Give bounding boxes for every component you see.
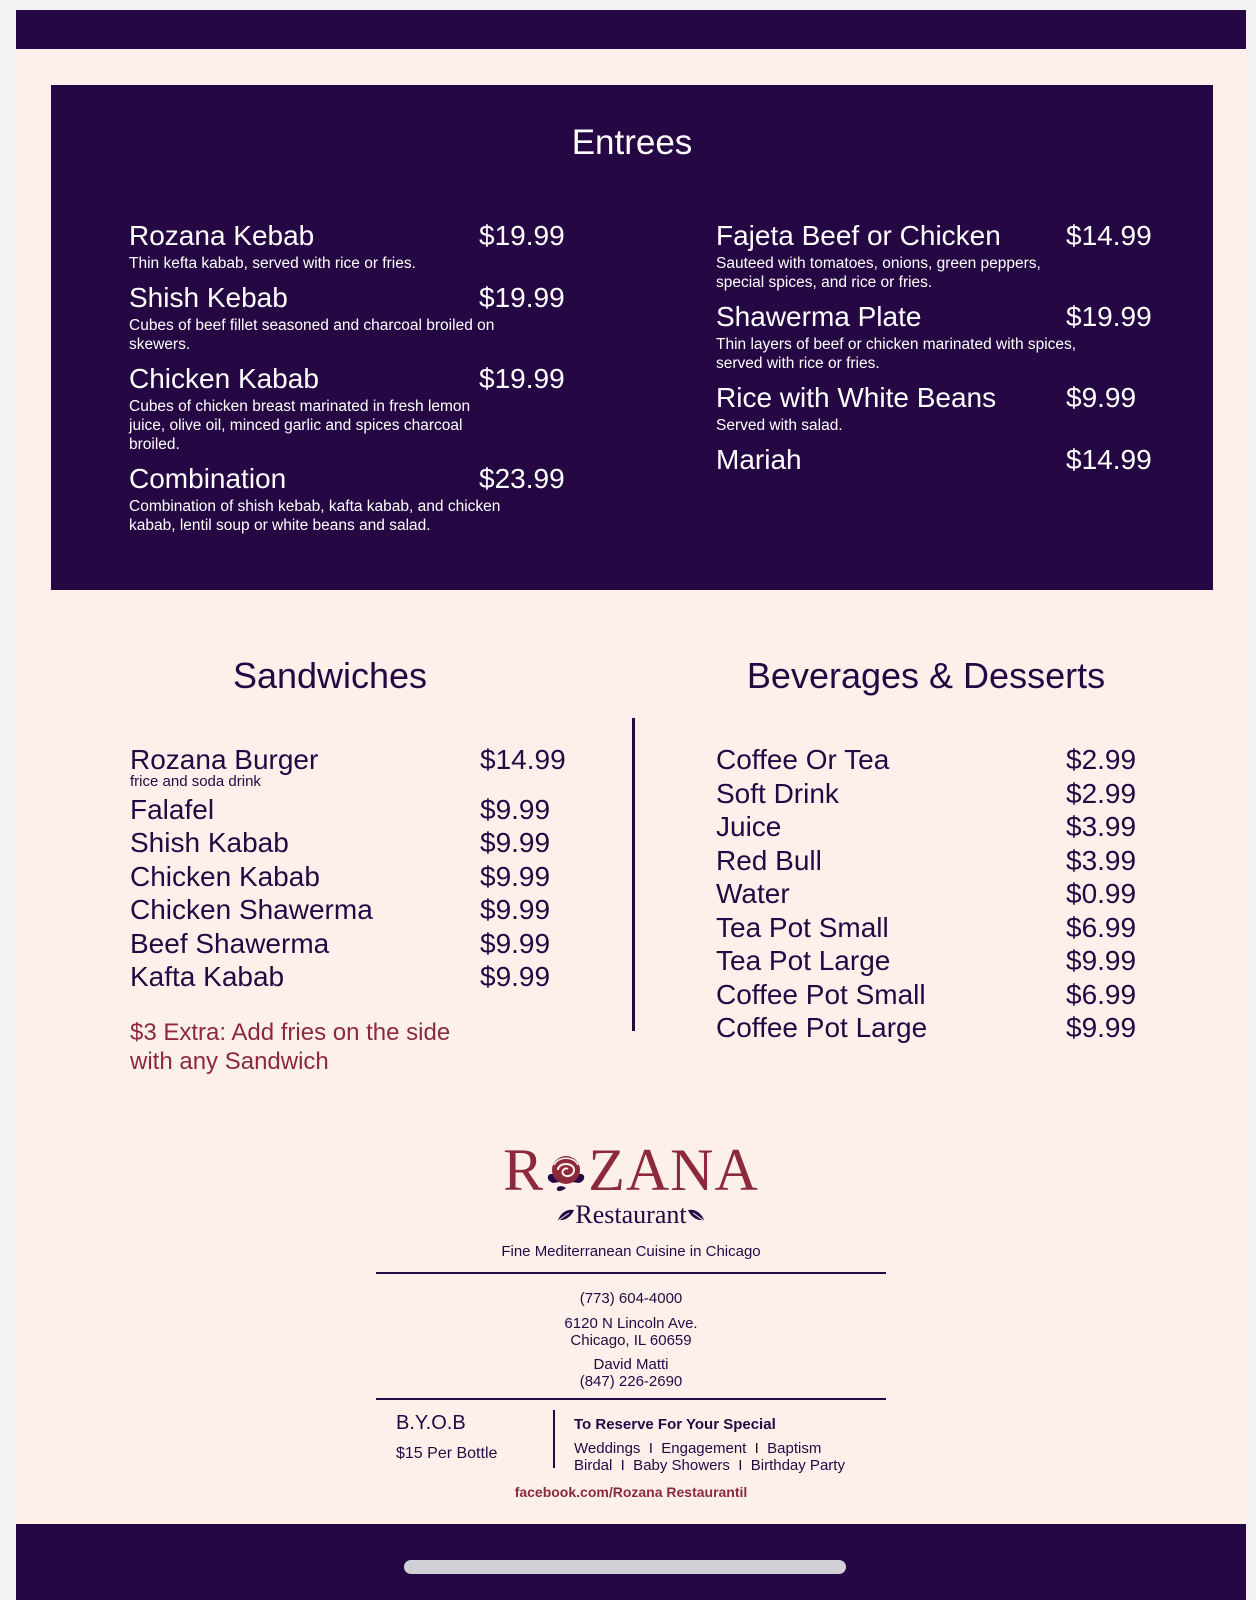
item-price: $9.99 (1066, 1012, 1137, 1043)
list-item (130, 894, 580, 928)
footer-vertical-divider (553, 1410, 555, 1468)
item-price: $9.99 (480, 827, 551, 858)
entree-desc: Combination of shish kebab, kafta kabab, and chicken kabab, lentil soup or white beans and salad. (129, 498, 501, 534)
menu-page (16, 10, 1246, 1600)
entree-price: $19.99 (1066, 301, 1152, 332)
item-name: Water (716, 878, 790, 909)
leaf-icon (687, 1208, 705, 1222)
footer-divider-top (376, 1272, 886, 1274)
list-item (716, 811, 1166, 845)
top-bar (16, 10, 1246, 49)
item-price: $2.99 (1066, 777, 1137, 809)
entree-name: Combination (129, 463, 287, 494)
entree-item (716, 382, 1137, 435)
restaurant-word: Restaurant (575, 1200, 687, 1229)
item-name: Juice (716, 811, 782, 842)
reserve-events-2: Birdal I Baby Showers I Birthday Party (574, 1457, 845, 1474)
entree-name: Mariah (716, 444, 802, 475)
entree-name: Chicken Kabab (129, 363, 319, 394)
item-name: Soft Drink (716, 777, 839, 809)
byob-title: B.Y.O.B (396, 1412, 466, 1434)
logo-text-end: ZANA (588, 1137, 759, 1203)
leaf-icon (557, 1208, 575, 1222)
entree-price: $19.99 (479, 220, 565, 251)
tagline: Fine Mediterranean Cuisine in Chicago (501, 1243, 761, 1260)
entree-name: Shawerma Plate (716, 301, 922, 332)
footer-divider-bottom (376, 1398, 886, 1400)
entree-price: $14.99 (1066, 220, 1152, 251)
entree-name: Rice with White Beans (716, 382, 997, 413)
list-item (716, 912, 1166, 946)
byob-price: $15 Per Bottle (396, 1445, 498, 1462)
entree-item (129, 363, 565, 454)
list-item (716, 778, 1166, 812)
item-name: Tea Pot Large (716, 945, 891, 976)
entree-item (129, 282, 565, 354)
entree-desc: Sauteed with tomatoes, onions, green peppers, special spices, and rice or fries. (716, 255, 1041, 291)
beverages-title: Beverages & Desserts (746, 655, 1106, 696)
item-name: Shish Kabab (130, 827, 289, 858)
column-divider (632, 718, 635, 1031)
entree-price: $19.99 (479, 282, 565, 313)
item-name: Kafta Kabab (130, 961, 285, 992)
entree-item (129, 463, 565, 535)
entree-price: $23.99 (479, 463, 565, 494)
entrees-section (51, 85, 1213, 590)
restaurant-phone: (773) 604-4000 (579, 1290, 683, 1307)
item-name: Chicken Shawerma (130, 894, 373, 925)
list-item (130, 794, 580, 828)
item-name: Beef Shawerma (130, 927, 330, 959)
list-item (130, 744, 580, 778)
entree-price: $9.99 (1066, 382, 1137, 413)
entree-name: Shish Kebab (129, 282, 288, 313)
entree-name: Rozana Kebab (129, 220, 315, 251)
item-price: $9.99 (480, 927, 551, 959)
list-item (130, 861, 580, 895)
item-price: $3.99 (1066, 844, 1137, 876)
item-name: Falafel (130, 793, 215, 825)
item-name: Coffee Pot Small (716, 978, 926, 1010)
restaurant-subtitle (376, 1201, 886, 1229)
home-indicator[interactable] (404, 1560, 846, 1574)
entree-item (716, 220, 1152, 292)
list-item (716, 878, 1166, 912)
item-name: Red Bull (716, 844, 822, 876)
item-name: Tea Pot Small (716, 911, 889, 943)
logo-text-start: R (503, 1137, 545, 1203)
list-item (716, 845, 1166, 879)
entree-item (716, 444, 1152, 476)
contact-phone: (847) 226-2690 (579, 1373, 683, 1390)
address-line-1: 6120 N Lincoln Ave. (564, 1315, 698, 1332)
byob-block (396, 1412, 497, 1463)
item-desc: frice and soda drink (130, 772, 261, 790)
restaurant-logo (376, 1137, 886, 1203)
entree-desc: Cubes of chicken breast marinated in fresh lemon juice, olive oil, minced garlic and spices charcoal broiled. (129, 398, 471, 453)
sandwich-extra-note: $3 Extra: Add fries on the side with any Sandwich (130, 1019, 451, 1075)
item-price: $14.99 (480, 744, 566, 775)
list-item (716, 945, 1166, 979)
item-price: $9.99 (480, 894, 551, 925)
entree-desc: Thin kefta kabab, served with rice or fries. (129, 255, 416, 272)
list-item (716, 979, 1166, 1013)
list-item (716, 1012, 1166, 1046)
list-item (130, 827, 580, 861)
rose-icon (544, 1150, 588, 1194)
entrees-title: Entrees (571, 123, 693, 162)
entree-item (129, 220, 569, 273)
reserve-events-1: Weddings I Engagement I Baptism (574, 1440, 822, 1457)
item-name: Coffee Or Tea (716, 744, 890, 775)
item-price: $9.99 (1066, 945, 1137, 976)
item-name: Rozana Burger (130, 744, 319, 775)
item-price: $2.99 (1066, 744, 1137, 775)
item-name: Coffee Pot Large (716, 1012, 928, 1043)
address-line-2: Chicago, IL 60659 (570, 1332, 692, 1349)
contact-name: David Matti (593, 1356, 669, 1373)
entree-item (716, 301, 1152, 373)
item-price: $3.99 (1066, 811, 1137, 842)
beverages-list (716, 744, 1166, 1046)
item-price: $0.99 (1066, 878, 1137, 909)
entree-desc: Served with salad. (716, 417, 843, 434)
list-item (130, 928, 580, 962)
entree-desc: Cubes of beef fillet seasoned and charcoal broiled on skewers. (129, 317, 495, 353)
item-price: $6.99 (1066, 978, 1137, 1010)
item-price: $9.99 (480, 793, 551, 825)
item-price: $9.99 (480, 860, 551, 892)
item-price: $9.99 (480, 961, 551, 992)
reserve-block (574, 1416, 845, 1474)
item-price: $6.99 (1066, 911, 1137, 943)
facebook-link[interactable]: facebook.com/Rozana Restaurantil (514, 1484, 748, 1500)
item-name: Chicken Kabab (130, 860, 320, 892)
entree-price: $19.99 (479, 363, 565, 394)
sandwiches-title: Sandwiches (232, 655, 428, 696)
list-item (130, 961, 580, 995)
reserve-title: To Reserve For Your Special (574, 1416, 776, 1433)
sandwiches-list (130, 744, 580, 995)
entree-desc: Thin layers of beef or chicken marinated with spices, served with rice or fries. (716, 336, 1077, 372)
entree-price: $14.99 (1066, 444, 1152, 475)
list-item (716, 744, 1166, 778)
entree-name: Fajeta Beef or Chicken (716, 220, 1001, 251)
